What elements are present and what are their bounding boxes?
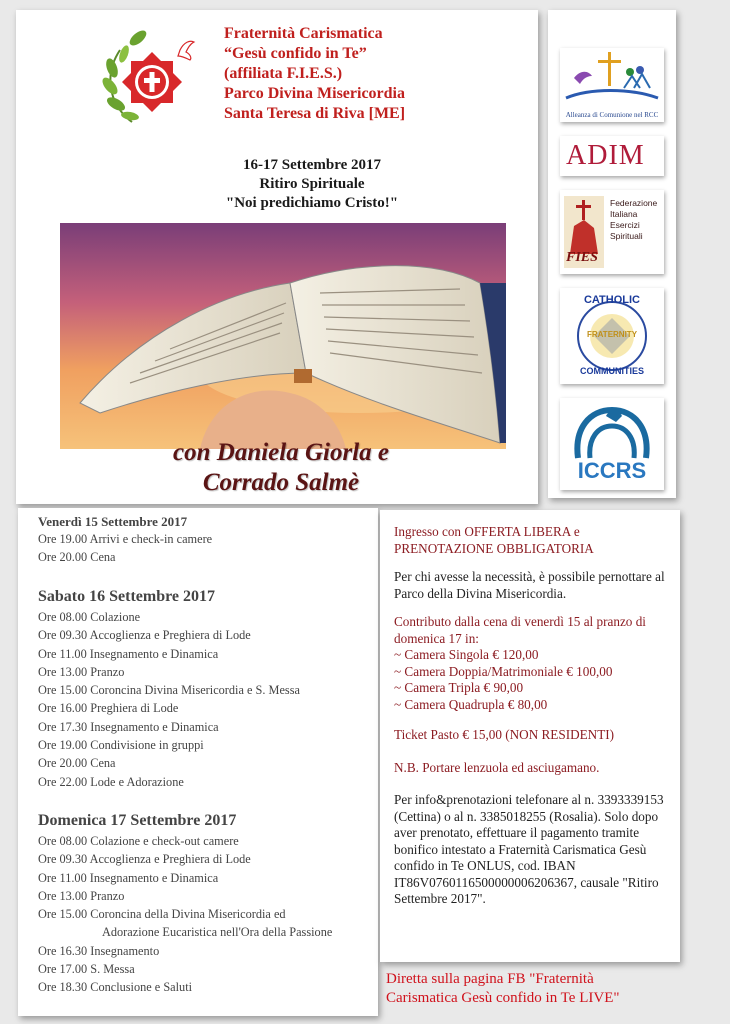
schedule-row: Ore 17.30 Insegnamento e Dinamica	[38, 719, 219, 734]
schedule-row: Ore 15.00 Coroncina della Divina Misericordia ed	[38, 907, 286, 922]
fies-text: Federazione Italiana Esercizi Spirituali	[610, 198, 658, 241]
schedule-row: Ore 19.00 Condivisione in gruppi	[38, 738, 204, 753]
schedule-row: Ore 15.00 Coroncina Divina Misericordia e S. Messa	[38, 683, 300, 698]
live-stream-note	[386, 970, 619, 1008]
schedule-row: Ore 08.00 Colazione e check-out camere	[38, 834, 239, 848]
schedule-row: Adorazione Eucaristica nell'Ora della Passione	[102, 925, 333, 940]
adim-logo	[560, 136, 664, 176]
bedding-note: N.B. Portare lenzuola ed asciugamano.	[394, 759, 600, 775]
speakers-line-1: con Daniela Giorla e	[173, 439, 389, 466]
iccrs-text: ICCRS	[577, 458, 647, 483]
event-type: Ritiro Spirituale	[259, 176, 365, 192]
schedule-row: Ore 16.00 Preghiera di Lode	[38, 701, 179, 716]
rcc-logo	[560, 48, 664, 122]
organization-block	[224, 24, 405, 124]
sunday-section	[38, 812, 332, 997]
org-location: Santa Teresa di Riva [ME]	[224, 105, 406, 122]
room-price: ~ Camera Tripla € 90,00	[394, 680, 524, 695]
org-venue: Parco Divina Misericordia	[224, 85, 405, 102]
catholic-mid-text: FRATERNITY	[586, 330, 638, 339]
sunday-title: Domenica 17 Settembre 2017	[38, 812, 237, 829]
schedule-row: Ore 16.30 Insegnamento	[38, 943, 160, 958]
bible-image	[60, 223, 506, 449]
saturday-title: Sabato 16 Settembre 2017	[38, 588, 216, 605]
rcc-caption: Alleanza di Comunione nel RCC	[565, 111, 659, 119]
friday-section	[38, 514, 212, 567]
schedule-row: Ore 19.00 Arrivi e check-in camere	[38, 532, 213, 546]
partner-logos-panel	[548, 10, 676, 498]
org-affiliation: (affiliata F.I.E.S.)	[224, 65, 343, 82]
overnight-notice: Per chi avesse la necessità, è possibile pernottare al Parco della Divina Misericordia.	[394, 569, 665, 601]
meal-ticket: Ticket Pasto € 15,00 (NON RESIDENTI)	[394, 727, 615, 742]
live-line-1: Diretta sulla pagina FB "Fraternità	[386, 971, 594, 987]
catholic-bottom-text: COMMUNITIES	[580, 366, 644, 376]
speakers-line-2: Corrado Salmè	[202, 469, 360, 496]
live-line-2: Carismatica Gesù confido in Te LIVE"	[386, 990, 620, 1006]
contribution-intro: Contributo dalla cena di venerdì 15 al pranzo di domenica 17 in:	[394, 614, 646, 646]
schedule-panel	[18, 508, 378, 1016]
schedule-row: Ore 20.00 Cena	[38, 550, 116, 565]
catholic-fraternity-logo	[560, 288, 664, 384]
schedule-row: Ore 11.00 Insegnamento e Dinamica	[38, 646, 219, 661]
poster-panel	[16, 10, 538, 504]
contact-info: Per info&prenotazioni telefonare al n. 3393339153 (Cettina) o al n. 3385018255 (Rosalia). Solo dopo aver prenotato, effettuare il pagamento tramite bonifico intestato a Fraternità Carismatica Gesù confido in Te ONLUS, cod. IBAN IT86V0760116500000006206367, causale "Ritiro Settembre 2017".	[394, 792, 664, 906]
schedule-row: Ore 22.00 Lode e Adorazione	[38, 774, 184, 789]
schedule-row: Ore 20.00 Cena	[38, 756, 116, 771]
schedule-row: Ore 13.00 Pranzo	[38, 664, 125, 679]
adim-text: ADIM	[566, 140, 645, 171]
entry-notice: Ingresso con OFFERTA LIBERA e PRENOTAZIONE OBBLIGATORIA	[394, 524, 594, 556]
catholic-top-text: CATHOLIC	[583, 294, 640, 306]
schedule-row: Ore 17.00 S. Messa	[38, 962, 135, 977]
iccrs-logo	[560, 398, 664, 490]
event-dates: 16-17 Settembre 2017	[242, 157, 382, 173]
fraternity-logo	[98, 24, 196, 128]
saturday-section	[38, 588, 300, 791]
speakers-block	[86, 438, 476, 498]
schedule-row: Ore 11.00 Insegnamento e Dinamica	[38, 870, 219, 885]
schedule-row: Ore 09.30 Accoglienza e Preghiera di Lode	[38, 628, 251, 643]
room-price: ~ Camera Quadrupla € 80,00	[394, 696, 548, 712]
info-panel	[380, 510, 680, 962]
fies-mark: FIES	[566, 250, 598, 265]
event-title: "Noi predichiamo Cristo!"	[225, 195, 399, 211]
schedule-row: Ore 18.30 Conclusione e Saluti	[38, 980, 193, 995]
org-motto: “Gesù confido in Te”	[224, 45, 367, 62]
schedule-row: Ore 08.00 Colazione	[38, 610, 141, 624]
schedule-row: Ore 09.30 Accoglienza e Preghiera di Lode	[38, 852, 251, 867]
org-name: Fraternità Carismatica	[224, 25, 383, 42]
event-block	[162, 156, 462, 213]
room-price: ~ Camera Doppia/Matrimoniale € 100,00	[394, 663, 613, 679]
room-price: ~ Camera Singola € 120,00	[394, 647, 539, 662]
fies-logo	[560, 190, 664, 274]
friday-title: Venerdì 15 Settembre 2017	[38, 514, 188, 529]
schedule-row: Ore 13.00 Pranzo	[38, 888, 125, 903]
